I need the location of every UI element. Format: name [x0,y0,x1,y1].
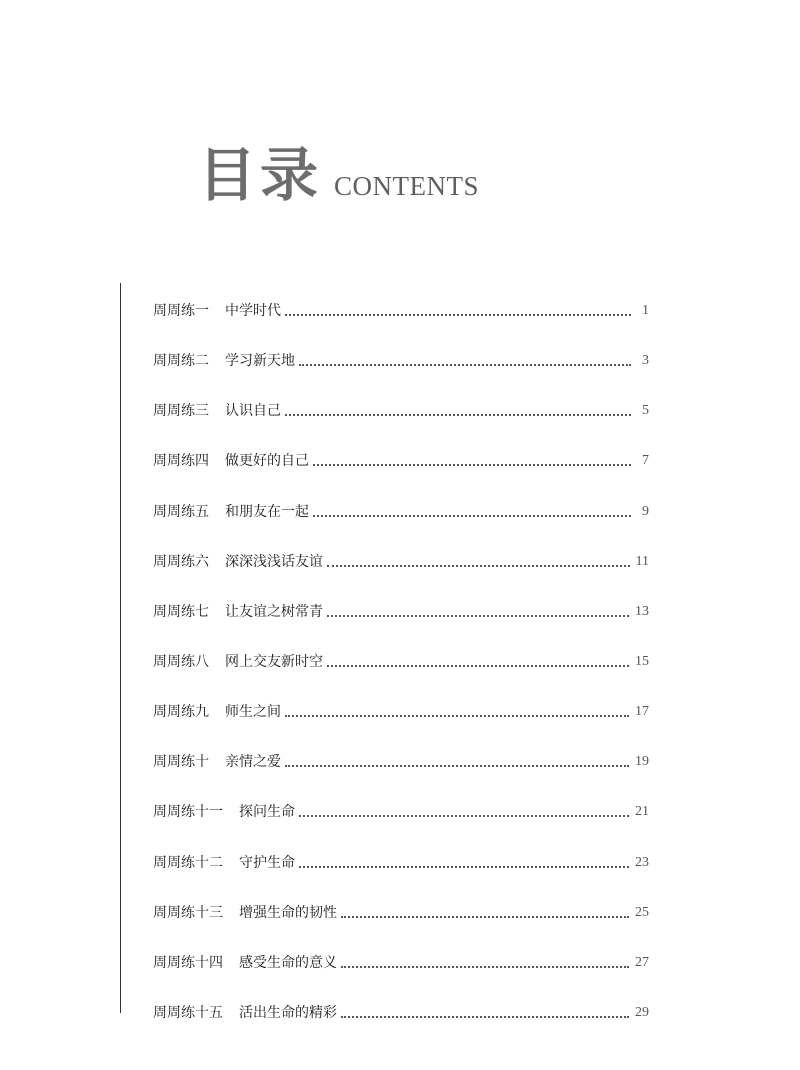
toc-entry-label: 周周练八 [153,654,209,671]
page-title-english: CONTENTS [334,171,480,201]
toc-entry-label: 周周练十五 [153,1005,223,1022]
toc-entry-title: 师生之间 [225,704,281,721]
toc-dot-leader [299,350,631,366]
toc-entry-label: 周周练十四 [153,954,223,971]
toc-entry-page: 27 [635,954,649,970]
toc-entry-title: 做更好的自己 [225,453,309,470]
toc-entry[interactable] [153,286,649,336]
toc-entry[interactable] [153,687,649,737]
toc-entry-page: 21 [635,804,649,820]
toc-dot-leader [299,801,629,817]
toc-dot-leader [299,852,629,868]
toc-entry-title: 增强生命的韧性 [239,904,337,921]
toc-entry-page: 23 [635,854,649,870]
toc-entry-page: 19 [635,754,649,770]
toc-dot-leader [341,902,629,918]
toc-dot-leader [285,300,631,316]
toc-entry-page: 29 [635,1005,649,1021]
toc-entry-label: 周周练十二 [153,854,223,871]
toc-entry-page: 9 [642,503,649,519]
toc-entry-label: 周周练四 [153,453,209,470]
toc-entry-title: 认识自己 [225,403,281,420]
page-heading [198,128,479,212]
toc-dot-leader [285,751,629,767]
toc-entry-title: 活出生命的精彩 [239,1005,337,1022]
toc-dot-leader [327,651,629,667]
toc-entry[interactable] [153,737,649,787]
toc-dot-leader [327,601,629,617]
toc-entry[interactable] [153,938,649,988]
toc-entry-page: 15 [635,654,649,670]
toc-entry[interactable] [153,637,649,687]
toc-entry-page: 1 [642,303,649,319]
table-of-contents [153,286,649,1038]
toc-entry-title: 和朋友在一起 [225,503,309,520]
toc-entry[interactable] [153,587,649,637]
toc-entry-page: 25 [635,904,649,920]
toc-entry-title: 深深浅浅话友谊 [225,553,323,570]
toc-dot-leader [313,501,631,517]
toc-entry-title: 探问生命 [239,804,295,821]
toc-entry-title: 中学时代 [225,303,281,320]
toc-entry-page: 7 [642,453,649,469]
toc-dot-leader [285,400,631,416]
toc-entry-label: 周周练五 [153,503,209,520]
toc-entry-page: 11 [635,553,649,569]
toc-dot-leader [313,450,631,466]
toc-entry-label: 周周练一 [153,303,209,320]
toc-entry[interactable] [153,838,649,888]
toc-entry-label: 周周练七 [153,603,209,620]
toc-entry-label: 周周练十 [153,754,209,771]
toc-entry[interactable] [153,487,649,537]
toc-entry[interactable] [153,787,649,837]
toc-entry[interactable] [153,537,649,587]
toc-entry-label: 周周练十一 [153,804,223,821]
toc-entry-title: 学习新天地 [225,353,295,370]
toc-entry-label: 周周练二 [153,353,209,370]
toc-dot-leader [327,551,630,567]
margin-rule [120,283,121,1013]
toc-entry-title: 让友谊之树常青 [225,603,323,620]
toc-entry-label: 周周练三 [153,403,209,420]
toc-entry[interactable] [153,888,649,938]
toc-entry-title: 网上交友新时空 [225,654,323,671]
toc-entry-page: 5 [642,403,649,419]
toc-entry-title: 守护生命 [239,854,295,871]
toc-entry[interactable] [153,988,649,1038]
toc-dot-leader [341,1002,629,1018]
toc-entry-page: 13 [635,603,649,619]
toc-entry[interactable] [153,336,649,386]
toc-entry-label: 周周练六 [153,553,209,570]
toc-entry-label: 周周练十三 [153,904,223,921]
toc-entry-page: 17 [635,704,649,720]
toc-dot-leader [341,952,629,968]
toc-entry-label: 周周练九 [153,704,209,721]
toc-entry-title: 亲情之爱 [225,754,281,771]
toc-entry-title: 感受生命的意义 [239,954,337,971]
toc-entry-page: 3 [642,353,649,369]
page-title: 目录 [198,141,323,209]
toc-dot-leader [285,701,629,717]
toc-entry[interactable] [153,436,649,486]
toc-entry[interactable] [153,386,649,436]
